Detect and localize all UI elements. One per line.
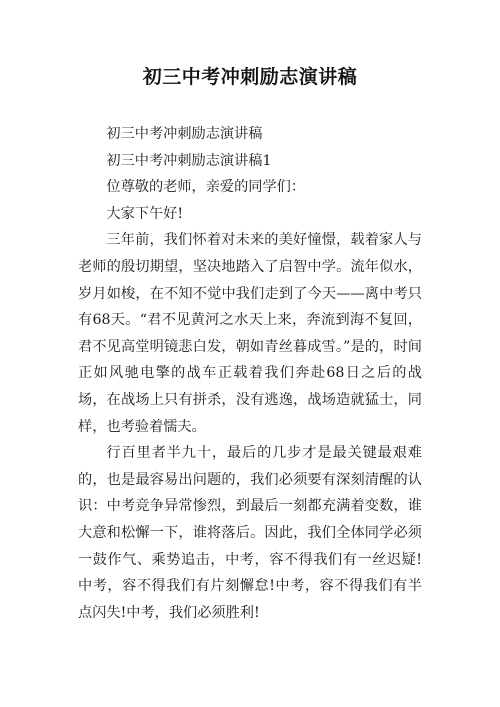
paragraph-heading: 初三中考冲刺励志演讲稿1 <box>106 152 272 169</box>
document-body <box>78 121 422 626</box>
paragraph-body-2: 行百里者半九十，最后的几步才是最关键最艰难的，也是最容易出问题的，我们必须要有深刻清醒的认识：中考竞争异常惨烈，到最后一刻都充满着变数，谁大意和松懈一下，谁将落后。因此，我们全体同学必须一鼓作气、乘势追击，中考，容不得我们有一丝迟疑!中考，容不得我们有片刻懈怠!中考，容不得我们有半点闪失!中考，我们必须胜利! <box>78 445 422 621</box>
paragraph-subtitle: 初三中考冲刺励志演讲稿 <box>106 126 263 142</box>
paragraph-body-1: 三年前，我们怀着对未来的美好憧憬，载着家人与老师的殷切期望，坚决地踏入了启智中学。流年似水，岁月如梭，在不知不觉中我们走到了今天——离中考只有68天。“君不见黄河之水天上来，奔流到海不复回，君不见高堂明镜悲白发，朝如青丝暮成雪。”是的，时间正如风驰电擎的战车正载着我们奔赴68日之后的战场，在战场上只有拼杀，没有逃逸，战场造就猛士，同样，也考验着懦夫。 <box>78 232 422 435</box>
paragraph-greeting: 大家下午好! <box>106 205 184 222</box>
paragraph-salutation: 位尊敬的老师，亲爱的同学们： <box>106 179 306 196</box>
document-title: 初三中考冲刺励志演讲稿 <box>142 66 358 88</box>
